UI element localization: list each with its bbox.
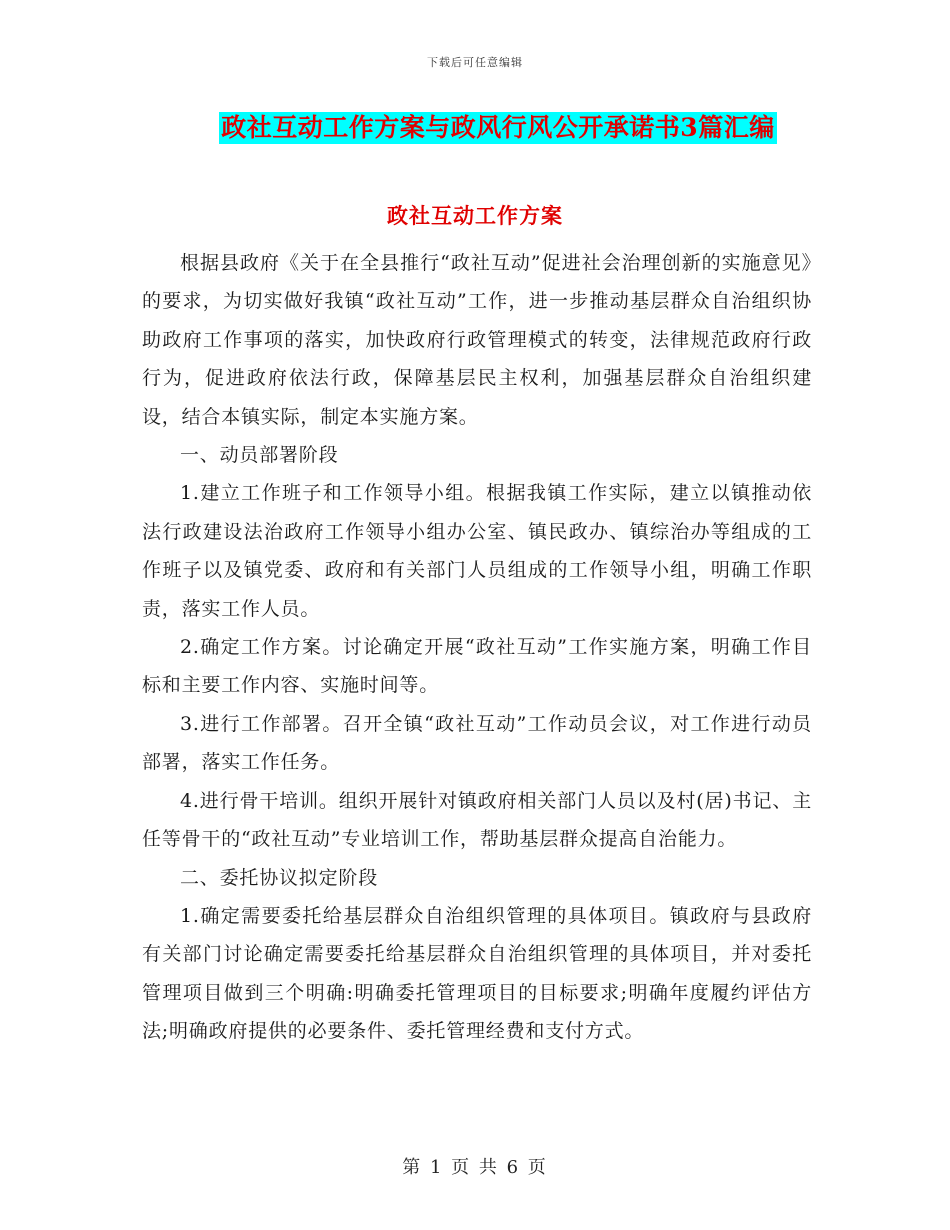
document-body — [142, 244, 812, 1051]
paragraph-item-1: 1.建立工作班子和工作领导小组。根据我镇工作实际，建立以镇推动依法行政建设法治政府工作领导小组办公室、镇民政办、镇综治办等组成的工作班子以及镇党委、政府和有关部门人员组成的工作领导小组，明确工作职责，落实工作人员。 — [142, 482, 812, 620]
paragraph-item-3: 3.进行工作部署。召开全镇“政社互动”工作动员会议，对工作进行动员部署，落实工作任务。 — [142, 712, 812, 774]
section-heading-mobilization: 一、动员部署阶段 — [180, 444, 339, 467]
page-number-footer: 第 1 页 共 6 页 — [402, 1157, 548, 1178]
page-header-note: 下载后可任意编辑 — [427, 56, 523, 69]
section-title: 政社互动工作方案 — [387, 203, 563, 228]
paragraph-item-2: 2.确定工作方案。讨论确定开展“政社互动”工作实施方案，明确工作目标和主要工作内容、实施时间等。 — [142, 636, 812, 697]
intro-paragraph: 根据县政府《关于在全县推行“政社互动”促进社会治理创新的实施意见》的要求，为切实做好我镇“政社互动”工作，进一步推动基层群众自治组织协助政府工作事项的落实，加快政府行政管理模式的转变，法律规范政府行政行为，促进政府依法行政，保障基层民主权利，加强基层群众自治组织建设，结合本镇实际，制定本实施方案。 — [142, 252, 812, 428]
section-heading-agreement: 二、委托协议拟定阶段 — [180, 866, 379, 889]
main-title: 政社互动工作方案与政风行风公开承诺书3篇汇编 — [221, 113, 775, 142]
paragraph-item-4: 4.进行骨干培训。组织开展针对镇政府相关部门人员以及村(居)书记、主任等骨干的“政社互动”专业培训工作，帮助基层群众提高自治能力。 — [142, 789, 812, 851]
paragraph-agreement-item-1: 1.确定需要委托给基层群众自治组织管理的具体项目。镇政府与县政府有关部门讨论确定需要委托给基层群众自治组织管理的具体项目，并对委托管理项目做到三个明确:明确委托管理项目的目标要求;明确年度履约评估方法;明确政府提供的必要条件、委托管理经费和支付方式。 — [142, 904, 812, 1043]
main-title-container — [0, 112, 950, 144]
